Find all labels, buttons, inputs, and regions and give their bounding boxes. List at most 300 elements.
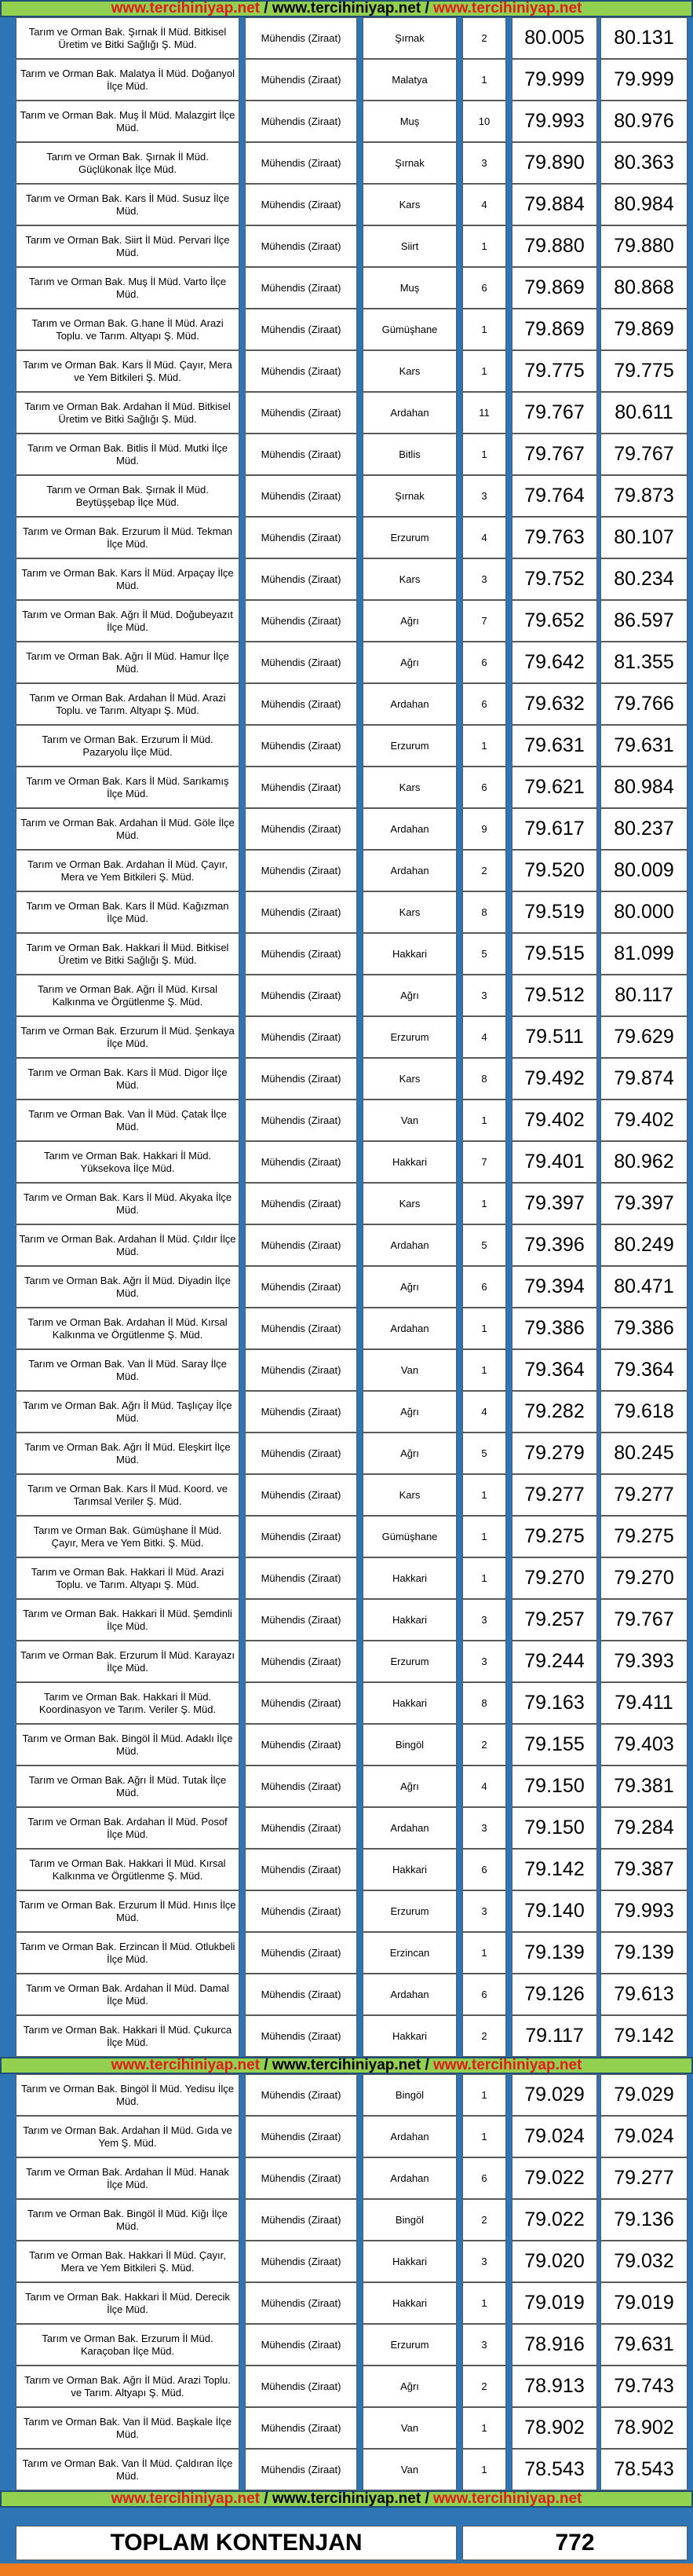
min-score-cell: 79.397 xyxy=(512,1183,597,1224)
column-divider xyxy=(239,2407,245,2449)
results-table-section-1 xyxy=(0,17,693,2057)
quota-cell: 1 xyxy=(462,2449,506,2490)
frame-left xyxy=(0,2157,16,2199)
footer-bar xyxy=(0,2563,693,2576)
column-divider xyxy=(457,17,462,59)
min-score-cell: 78.913 xyxy=(512,2366,597,2407)
quota-cell: 1 xyxy=(462,1308,506,1349)
column-divider xyxy=(239,1183,245,1224)
institution-cell: Tarım ve Orman Bak. Van İl Müd. Çatak İlçe Müd. xyxy=(16,1100,239,1141)
position-cell: Mühendis (Ziraat) xyxy=(245,142,357,184)
column-divider xyxy=(357,1599,363,1641)
column-divider xyxy=(457,1391,462,1433)
max-score-cell: 79.277 xyxy=(600,2157,688,2199)
column-divider xyxy=(457,1058,462,1100)
position-cell: Mühendis (Ziraat) xyxy=(245,475,357,517)
position-cell: Mühendis (Ziraat) xyxy=(245,891,357,933)
min-score-cell: 79.257 xyxy=(512,1599,597,1641)
max-score-cell: 81.099 xyxy=(600,933,688,975)
table-row xyxy=(0,1100,693,1141)
min-score-cell: 79.763 xyxy=(512,517,597,558)
watermark-site-2[interactable]: www.tercihiniyap.net xyxy=(272,0,421,16)
min-score-cell: 79.775 xyxy=(512,350,597,392)
institution-cell: Tarım ve Orman Bak. Ardahan İl Müd. Hanak İlçe Müd. xyxy=(16,2157,239,2199)
city-cell: Hakkari xyxy=(363,1141,457,1183)
column-divider xyxy=(506,1308,512,1349)
frame-left xyxy=(0,517,16,558)
frame-left xyxy=(0,933,16,975)
frame-right xyxy=(688,642,693,683)
position-cell: Mühendis (Ziraat) xyxy=(245,101,357,142)
quota-cell: 7 xyxy=(462,1141,506,1183)
column-divider xyxy=(357,309,363,350)
table-row xyxy=(0,1974,693,2015)
quota-cell: 1 xyxy=(462,1516,506,1557)
column-divider xyxy=(239,1224,245,1266)
min-score-cell: 79.511 xyxy=(512,1016,597,1058)
column-divider xyxy=(457,1516,462,1557)
city-cell: Bitlis xyxy=(363,434,457,475)
institution-cell: Tarım ve Orman Bak. Erzurum İl Müd. Pazaryolu İlçe Müd. xyxy=(16,725,239,767)
column-divider xyxy=(506,2157,512,2199)
column-divider xyxy=(457,1016,462,1058)
frame-left xyxy=(0,1016,16,1058)
table-row xyxy=(0,1641,693,1682)
column-divider xyxy=(357,2366,363,2407)
position-cell: Mühendis (Ziraat) xyxy=(245,1766,357,1807)
city-cell: Ağrı xyxy=(363,1266,457,1308)
max-score-cell: 79.393 xyxy=(600,1641,688,1682)
watermark-site-2[interactable]: www.tercihiniyap.net xyxy=(272,2057,421,2073)
frame-left xyxy=(0,683,16,725)
max-score-cell: 79.142 xyxy=(600,2015,688,2057)
institution-cell: Tarım ve Orman Bak. Kars İl Müd. Susuz İlçe Müd. xyxy=(16,184,239,225)
quota-cell: 1 xyxy=(462,2407,506,2449)
quota-cell: 1 xyxy=(462,1557,506,1599)
institution-cell: Tarım ve Orman Bak. Ağrı İl Müd. Tutak İlçe Müd. xyxy=(16,1766,239,1807)
min-score-cell: 79.869 xyxy=(512,309,597,350)
watermark-site-1[interactable]: www.tercihiniyap.net xyxy=(111,2057,260,2073)
column-divider xyxy=(239,434,245,475)
column-divider xyxy=(457,434,462,475)
column-divider xyxy=(239,2157,245,2199)
position-cell: Mühendis (Ziraat) xyxy=(245,184,357,225)
column-divider xyxy=(457,2157,462,2199)
frame-left xyxy=(0,1474,16,1516)
column-divider xyxy=(357,475,363,517)
quota-cell: 6 xyxy=(462,1974,506,2015)
frame-right xyxy=(688,2241,693,2282)
quota-cell: 11 xyxy=(462,392,506,434)
column-divider xyxy=(506,392,512,434)
position-cell: Mühendis (Ziraat) xyxy=(245,1807,357,1849)
frame-left xyxy=(0,808,16,850)
column-divider xyxy=(506,2241,512,2282)
table-row xyxy=(0,642,693,683)
column-divider xyxy=(239,142,245,184)
column-divider xyxy=(506,1266,512,1308)
max-score-cell: 79.270 xyxy=(600,1557,688,1599)
institution-cell: Tarım ve Orman Bak. Ardahan İl Müd. Arazi Toplu. ve Tarım. Altyapı Ş. Müd. xyxy=(16,683,239,725)
frame-right xyxy=(688,2366,693,2407)
frame-right xyxy=(688,891,693,933)
city-cell: Ardahan xyxy=(363,2157,457,2199)
column-divider xyxy=(457,1890,462,1932)
position-cell: Mühendis (Ziraat) xyxy=(245,2116,357,2157)
column-divider xyxy=(239,2366,245,2407)
max-score-cell: 79.032 xyxy=(600,2241,688,2282)
column-divider xyxy=(506,1516,512,1557)
min-score-cell: 79.126 xyxy=(512,1974,597,2015)
column-divider xyxy=(357,2157,363,2199)
table-row xyxy=(0,725,693,767)
max-score-cell: 79.629 xyxy=(600,1016,688,1058)
position-cell: Mühendis (Ziraat) xyxy=(245,350,357,392)
institution-cell: Tarım ve Orman Bak. Erzurum İl Müd. Karayazı İlçe Müd. xyxy=(16,1641,239,1682)
institution-cell: Tarım ve Orman Bak. Malatya İl Müd. Doğanyol İlçe Müd. xyxy=(16,59,239,101)
min-score-cell: 79.024 xyxy=(512,2116,597,2157)
table-row xyxy=(0,2282,693,2324)
position-cell: Mühendis (Ziraat) xyxy=(245,1141,357,1183)
column-divider xyxy=(457,2324,462,2366)
column-divider xyxy=(239,225,245,267)
frame-left xyxy=(0,1599,16,1641)
column-divider xyxy=(239,309,245,350)
max-score-cell: 80.237 xyxy=(600,808,688,850)
column-divider xyxy=(457,558,462,600)
frame-left xyxy=(0,558,16,600)
max-score-cell: 79.993 xyxy=(600,1890,688,1932)
column-divider xyxy=(457,1599,462,1641)
column-divider xyxy=(239,1391,245,1433)
min-score-cell: 79.512 xyxy=(512,975,597,1016)
table-row xyxy=(0,1766,693,1807)
frame-right xyxy=(688,1974,693,2015)
min-score-cell: 79.020 xyxy=(512,2241,597,2282)
watermark-site-3[interactable]: www.tercihiniyap.net xyxy=(433,0,582,16)
frame-left xyxy=(0,767,16,808)
position-cell: Mühendis (Ziraat) xyxy=(245,1974,357,2015)
max-score-cell: 80.009 xyxy=(600,850,688,891)
quota-cell: 6 xyxy=(462,1266,506,1308)
max-score-cell: 80.234 xyxy=(600,558,688,600)
min-score-cell: 79.394 xyxy=(512,1266,597,1308)
min-score-cell: 79.993 xyxy=(512,101,597,142)
position-cell: Mühendis (Ziraat) xyxy=(245,1016,357,1058)
min-score-cell: 79.150 xyxy=(512,1807,597,1849)
column-divider xyxy=(239,1100,245,1141)
column-divider xyxy=(457,1724,462,1766)
position-cell: Mühendis (Ziraat) xyxy=(245,558,357,600)
quota-cell: 7 xyxy=(462,600,506,642)
min-score-cell: 78.916 xyxy=(512,2324,597,2366)
frame-right xyxy=(688,1474,693,1516)
quota-cell: 6 xyxy=(462,683,506,725)
column-divider xyxy=(457,1766,462,1807)
frame-right xyxy=(688,1849,693,1890)
quota-cell: 1 xyxy=(462,59,506,101)
column-divider xyxy=(506,517,512,558)
position-cell: Mühendis (Ziraat) xyxy=(245,392,357,434)
column-divider xyxy=(239,1308,245,1349)
max-score-cell: 80.363 xyxy=(600,142,688,184)
position-cell: Mühendis (Ziraat) xyxy=(245,1516,357,1557)
frame-left xyxy=(0,17,16,59)
column-divider xyxy=(457,1474,462,1516)
column-divider xyxy=(357,1641,363,1682)
city-cell: Bingöl xyxy=(363,2199,457,2241)
table-row xyxy=(0,600,693,642)
column-divider xyxy=(239,933,245,975)
column-divider xyxy=(457,101,462,142)
table-row xyxy=(0,1682,693,1724)
frame-left xyxy=(0,1308,16,1349)
frame-right xyxy=(688,517,693,558)
column-divider xyxy=(357,2116,363,2157)
frame-right xyxy=(688,975,693,1016)
table-row xyxy=(0,225,693,267)
column-divider xyxy=(457,142,462,184)
column-divider xyxy=(506,1100,512,1141)
frame-left xyxy=(0,1100,16,1141)
column-divider xyxy=(506,1766,512,1807)
column-divider xyxy=(239,1058,245,1100)
column-divider xyxy=(357,1766,363,1807)
total-row xyxy=(0,2523,693,2563)
quota-cell: 1 xyxy=(462,350,506,392)
column-divider xyxy=(357,891,363,933)
table-row xyxy=(0,434,693,475)
position-cell: Mühendis (Ziraat) xyxy=(245,1058,357,1100)
table-row xyxy=(0,1349,693,1391)
column-divider xyxy=(506,1890,512,1932)
column-divider xyxy=(506,475,512,517)
column-divider xyxy=(506,1058,512,1100)
quota-cell: 9 xyxy=(462,808,506,850)
column-divider xyxy=(357,683,363,725)
frame-right xyxy=(688,1557,693,1599)
position-cell: Mühendis (Ziraat) xyxy=(245,2015,357,2057)
table-row xyxy=(0,767,693,808)
city-cell: Van xyxy=(363,1349,457,1391)
watermark-separator: / xyxy=(421,2057,434,2073)
min-score-cell: 78.902 xyxy=(512,2407,597,2449)
max-score-cell: 79.766 xyxy=(600,683,688,725)
max-score-cell: 79.869 xyxy=(600,309,688,350)
watermark-banner-bottom xyxy=(0,2490,693,2508)
column-divider xyxy=(457,2241,462,2282)
position-cell: Mühendis (Ziraat) xyxy=(245,1932,357,1974)
column-divider xyxy=(357,1266,363,1308)
city-cell: Erzurum xyxy=(363,1890,457,1932)
frame-left xyxy=(0,2282,16,2324)
quota-cell: 1 xyxy=(462,1183,506,1224)
column-divider xyxy=(357,1100,363,1141)
table-row xyxy=(0,1724,693,1766)
quota-cell: 3 xyxy=(462,142,506,184)
quota-cell: 4 xyxy=(462,1391,506,1433)
column-divider xyxy=(239,2324,245,2366)
column-divider xyxy=(357,2015,363,2057)
quota-cell: 3 xyxy=(462,975,506,1016)
column-divider xyxy=(239,1266,245,1308)
table-row xyxy=(0,1141,693,1183)
column-divider xyxy=(239,2282,245,2324)
quota-cell: 4 xyxy=(462,184,506,225)
min-score-cell: 79.890 xyxy=(512,142,597,184)
position-cell: Mühendis (Ziraat) xyxy=(245,517,357,558)
frame-left xyxy=(0,2366,16,2407)
watermark-site-1[interactable]: www.tercihiniyap.net xyxy=(111,0,260,16)
quota-cell: 1 xyxy=(462,309,506,350)
min-score-cell: 79.386 xyxy=(512,1308,597,1349)
column-divider xyxy=(357,1932,363,1974)
table-row xyxy=(0,17,693,59)
position-cell: Mühendis (Ziraat) xyxy=(245,1100,357,1141)
column-divider xyxy=(506,808,512,850)
city-cell: Hakkari xyxy=(363,1557,457,1599)
quota-cell: 6 xyxy=(462,767,506,808)
table-row xyxy=(0,808,693,850)
column-divider xyxy=(506,1433,512,1474)
frame-left xyxy=(0,309,16,350)
column-divider xyxy=(457,642,462,683)
quota-cell: 3 xyxy=(462,1599,506,1641)
frame-left xyxy=(0,1724,16,1766)
institution-cell: Tarım ve Orman Bak. Bingöl İl Müd. Adaklı İlçe Müd. xyxy=(16,1724,239,1766)
column-divider xyxy=(239,1890,245,1932)
position-cell: Mühendis (Ziraat) xyxy=(245,59,357,101)
max-score-cell: 79.874 xyxy=(600,1058,688,1100)
city-cell: Kars xyxy=(363,184,457,225)
column-divider xyxy=(457,2407,462,2449)
column-divider xyxy=(506,1474,512,1516)
max-score-cell: 79.631 xyxy=(600,725,688,767)
column-divider xyxy=(239,392,245,434)
column-divider xyxy=(506,2074,512,2116)
institution-cell: Tarım ve Orman Bak. Bingöl İl Müd. Yedisu İlçe Müd. xyxy=(16,2074,239,2116)
total-label: TOPLAM KONTENJAN xyxy=(16,2526,457,2560)
city-cell: Ardahan xyxy=(363,1974,457,2015)
max-score-cell: 79.139 xyxy=(600,1932,688,1974)
max-score-cell: 79.284 xyxy=(600,1807,688,1849)
column-divider xyxy=(457,1433,462,1474)
quota-cell: 6 xyxy=(462,1849,506,1890)
column-divider xyxy=(239,1724,245,1766)
max-score-cell: 80.471 xyxy=(600,1266,688,1308)
table-row xyxy=(0,1557,693,1599)
table-row xyxy=(0,2015,693,2057)
column-divider xyxy=(239,558,245,600)
watermark-separator: / xyxy=(259,2057,272,2073)
column-divider xyxy=(506,350,512,392)
city-cell: Erzincan xyxy=(363,1932,457,1974)
institution-cell: Tarım ve Orman Bak. Hakkari İl Müd. Koordinasyon ve Tarım. Veriler Ş. Müd. xyxy=(16,1682,239,1724)
column-divider xyxy=(357,142,363,184)
column-divider xyxy=(457,1641,462,1682)
column-divider xyxy=(506,1141,512,1183)
column-divider xyxy=(239,1641,245,1682)
city-cell: Ardahan xyxy=(363,1308,457,1349)
watermark-site-1[interactable]: www.tercihiniyap.net xyxy=(111,2490,260,2507)
frame-left xyxy=(0,184,16,225)
watermark-site-2[interactable]: www.tercihiniyap.net xyxy=(272,2490,421,2507)
table-row xyxy=(0,1516,693,1557)
min-score-cell: 79.515 xyxy=(512,933,597,975)
max-score-cell: 79.019 xyxy=(600,2282,688,2324)
quota-cell: 1 xyxy=(462,1474,506,1516)
institution-cell: Tarım ve Orman Bak. Ağrı İl Müd. Hamur İlçe Müd. xyxy=(16,642,239,683)
min-score-cell: 79.155 xyxy=(512,1724,597,1766)
frame-right xyxy=(688,1100,693,1141)
frame-left xyxy=(0,350,16,392)
min-score-cell: 79.275 xyxy=(512,1516,597,1557)
quota-cell: 2 xyxy=(462,1724,506,1766)
column-divider xyxy=(239,1474,245,1516)
institution-cell: Tarım ve Orman Bak. Erzurum İl Müd. Tekman İlçe Müd. xyxy=(16,517,239,558)
column-divider xyxy=(457,1557,462,1599)
max-score-cell: 79.999 xyxy=(600,59,688,101)
max-score-cell: 79.275 xyxy=(600,1516,688,1557)
max-score-cell: 79.387 xyxy=(600,1849,688,1890)
quota-cell: 2 xyxy=(462,17,506,59)
column-divider xyxy=(357,2199,363,2241)
city-cell: Bingöl xyxy=(363,2074,457,2116)
watermark-separator: / xyxy=(259,2490,272,2507)
column-divider xyxy=(357,2449,363,2490)
frame-right xyxy=(688,2449,693,2490)
city-cell: Ardahan xyxy=(363,1224,457,1266)
watermark-site-3[interactable]: www.tercihiniyap.net xyxy=(433,2490,582,2507)
max-score-cell: 79.381 xyxy=(600,1766,688,1807)
frame-right xyxy=(688,2407,693,2449)
column-divider xyxy=(357,642,363,683)
position-cell: Mühendis (Ziraat) xyxy=(245,850,357,891)
city-cell: Kars xyxy=(363,1058,457,1100)
column-divider xyxy=(506,1391,512,1433)
frame-right xyxy=(688,725,693,767)
column-divider xyxy=(357,2324,363,2366)
quota-cell: 2 xyxy=(462,850,506,891)
max-score-cell: 79.386 xyxy=(600,1308,688,1349)
city-cell: Ardahan xyxy=(363,2116,457,2157)
quota-cell: 1 xyxy=(462,1932,506,1974)
min-score-cell: 79.652 xyxy=(512,600,597,642)
table-row xyxy=(0,2116,693,2157)
institution-cell: Tarım ve Orman Bak. Kars İl Müd. Çayır, Mera ve Yem Bitkileri Ş. Müd. xyxy=(16,350,239,392)
frame-right xyxy=(688,1724,693,1766)
city-cell: Siirt xyxy=(363,225,457,267)
column-divider xyxy=(357,725,363,767)
table-row xyxy=(0,2407,693,2449)
watermark-separator: / xyxy=(259,0,272,16)
column-divider xyxy=(239,725,245,767)
institution-cell: Tarım ve Orman Bak. Van İl Müd. Saray İlçe Müd. xyxy=(16,1349,239,1391)
max-score-cell: 79.767 xyxy=(600,434,688,475)
quota-cell: 1 xyxy=(462,434,506,475)
column-divider xyxy=(457,2116,462,2157)
position-cell: Mühendis (Ziraat) xyxy=(245,17,357,59)
max-score-cell: 80.107 xyxy=(600,517,688,558)
position-cell: Mühendis (Ziraat) xyxy=(245,1849,357,1890)
min-score-cell: 79.869 xyxy=(512,267,597,309)
frame-left xyxy=(0,850,16,891)
frame-left xyxy=(0,1932,16,1974)
watermark-site-3[interactable]: www.tercihiniyap.net xyxy=(433,2057,582,2073)
city-cell: Ağrı xyxy=(363,1766,457,1807)
frame-right xyxy=(688,933,693,975)
institution-cell: Tarım ve Orman Bak. Ardahan İl Müd. Damal İlçe Müd. xyxy=(16,1974,239,2015)
